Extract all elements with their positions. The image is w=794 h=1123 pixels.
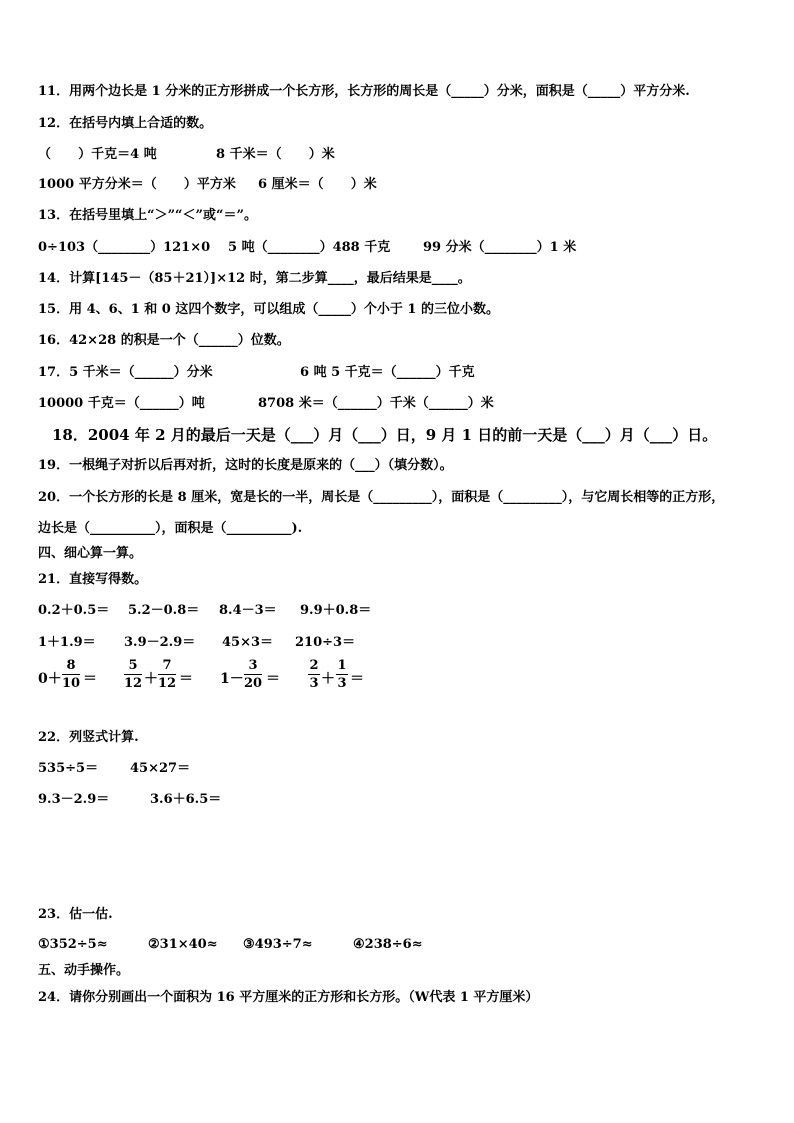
calc-item: 9.9＋0.8＝ (300, 603, 372, 618)
fraction (158, 658, 176, 691)
denominator: 12 (124, 676, 143, 691)
fraction (244, 658, 262, 691)
section-4-heading: 四、细心算一算。 (38, 546, 143, 561)
question-24: 24．请你分别画出一个面积为 16 平方厘米的正方形和长方形。（W代表 1 平方厘米） (38, 990, 539, 1005)
fraction-bar (158, 674, 176, 675)
question-19: 19．一根绳子对折以后再对折，这时的长度是原来的（___）（填分数）。 (38, 458, 453, 473)
calc-item: 1＋1.9＝ (38, 635, 96, 650)
equals-sign: ＝ (179, 671, 193, 687)
fraction-prefix: 1－ (220, 671, 244, 687)
plus-sign: ＋ (321, 671, 335, 687)
question-12-title: 12．在括号内填上合适的数。 (38, 116, 213, 131)
question-13-item: 0÷103（________）121×0 (38, 240, 211, 255)
calc-item: 5.2－0.8＝ (128, 603, 200, 618)
question-13-item: 99 分米（________）1 米 (423, 240, 577, 255)
calc-item: 210÷3＝ (295, 635, 356, 650)
question-11: 11．用两个边长是 1 分米的正方形拼成一个长方形，长方形的周长是（_____）分米，面积是（_____）平方分米. (38, 84, 690, 99)
estimate-item: ①352÷5≈ (38, 937, 108, 952)
denominator: 3 (309, 676, 319, 691)
question-16: 16．42×28 的积是一个（______）位数。 (38, 333, 290, 348)
numerator: 2 (309, 658, 319, 673)
fraction-bar (62, 674, 80, 675)
denominator: 12 (158, 676, 177, 691)
question-22-title: 22．列竖式计算. (38, 730, 139, 745)
numerator: 5 (128, 658, 138, 673)
question-12-item: 8 千米＝（ ）米 (216, 147, 335, 162)
question-20-line2: 边长是（__________），面积是（__________). (38, 521, 303, 536)
question-13-title: 13．在括号里填上“＞”“＜”或“＝”。 (38, 208, 257, 223)
denominator: 20 (244, 676, 263, 691)
estimate-item: ②31×40≈ (148, 937, 218, 952)
calc-item: 8.4－3＝ (219, 603, 277, 618)
denominator: 10 (62, 676, 81, 691)
calc-item: 0.2＋0.5＝ (38, 603, 110, 618)
calc-item: 9.3－2.9＝ (38, 792, 110, 807)
numerator: 1 (337, 658, 347, 673)
fraction-bar (336, 674, 348, 675)
question-17-item: 10000 千克＝（______）吨 (38, 396, 205, 411)
section-5-heading: 五、动手操作。 (38, 963, 130, 978)
calc-item: 3.6＋6.5＝ (150, 792, 222, 807)
equals-sign: ＝ (83, 671, 97, 687)
fraction (336, 658, 348, 691)
calc-item: 3.9－2.9＝ (124, 635, 196, 650)
fraction (124, 658, 142, 691)
plus-sign: ＋ (144, 671, 158, 687)
question-17-item: 6 吨 5 千克＝（______）千克 (300, 365, 475, 380)
fraction-bar (308, 674, 320, 675)
denominator: 3 (337, 676, 347, 691)
question-15: 15．用 4、6、1 和 0 这四个数字，可以组成（_____）个小于 1 的三位小数。 (38, 302, 499, 317)
fraction-bar (124, 674, 142, 675)
fraction (62, 658, 80, 691)
estimate-item: ③493÷7≈ (243, 937, 313, 952)
question-17-item: 17．5 千米＝（______）分米 (38, 365, 213, 380)
calc-item: 45×3＝ (222, 635, 274, 650)
equals-sign: ＝ (266, 671, 280, 687)
question-13-item: 5 吨（________）488 千克 (228, 240, 391, 255)
question-17-item: 8708 米＝（______）千米（______）米 (258, 396, 494, 411)
question-14: 14．计算[145－（85＋21）]×12 时，第二步算____，最后结果是____。 (38, 271, 471, 286)
question-12-item: 6 厘米＝（ ）米 (258, 177, 377, 192)
estimate-item: ④238÷6≈ (353, 937, 423, 952)
question-12-item: 1000 平方分米＝（ ）平方米 (38, 177, 236, 192)
question-18: 18．2004 年 2 月的最后一天是（___）月（___）日，9 月 1 日的前一天是（___）月（___）日。 (52, 426, 718, 444)
question-12-item: （ ）千克＝4 吨 (38, 147, 157, 162)
question-23-title: 23．估一估. (38, 907, 113, 922)
calc-item: 535÷5＝ (38, 761, 99, 776)
question-20-line1: 20．一个长方形的长是 8 厘米，宽是长的一半，周长是（_________），面积是（_________），与它周长相等的正方形， (38, 490, 725, 505)
numerator: 8 (66, 658, 76, 673)
fraction-prefix: 0＋ (38, 671, 62, 687)
fraction-bar (244, 674, 262, 675)
fraction (308, 658, 320, 691)
numerator: 7 (162, 658, 172, 673)
numerator: 3 (248, 658, 258, 673)
equals-sign: ＝ (350, 671, 364, 687)
calc-item: 45×27＝ (130, 761, 191, 776)
question-21-title: 21．直接写得数。 (38, 572, 148, 587)
